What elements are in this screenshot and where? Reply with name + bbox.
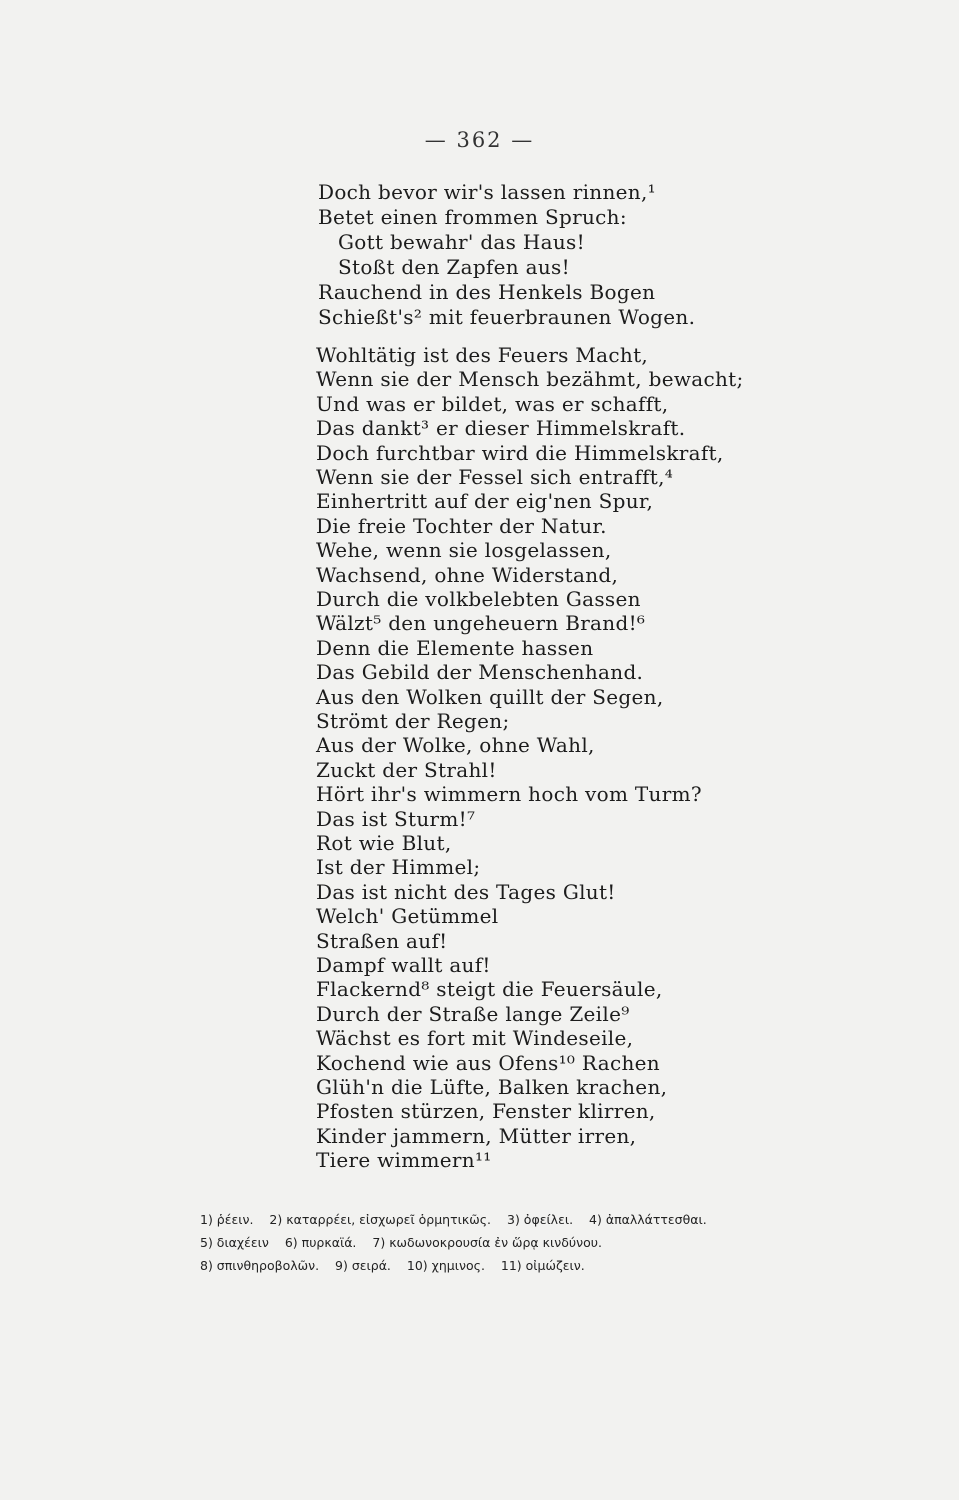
poem-line: Aus der Wolke, ohne Wahl,	[316, 733, 595, 758]
footnote-line	[200, 1254, 850, 1277]
footnote: 6) πυρκαϊά.	[284, 1235, 357, 1250]
poem-line: Welch' Getümmel	[316, 904, 499, 929]
footnote-line	[200, 1208, 850, 1231]
poem-line: Aus den Wolken quillt der Segen,	[316, 684, 664, 709]
poem-line: Rot wie Blut,	[316, 831, 452, 855]
poem-line: Wohltätig ist des Feuers Macht,	[316, 343, 649, 367]
poem-line: Stoßt den Zapfen aus!	[338, 255, 570, 279]
poem-line: Das ist nicht des Tages Glut!	[316, 879, 616, 904]
poem-line: Zuckt der Strahl!	[316, 757, 497, 782]
poem-line: Durch der Straße lange Zeile⁹	[316, 1001, 630, 1026]
poem-line: Strömt der Regen;	[316, 709, 510, 733]
poem-line: Wenn sie der Mensch bezähmt, bewacht;	[316, 367, 744, 392]
footnote: 4) ἀπαλλάττεσθαι.	[589, 1212, 707, 1227]
poem-line: Pfosten stürzen, Fenster klirren,	[316, 1099, 656, 1124]
poem-line: Straßen auf!	[316, 928, 448, 953]
poem-line: Tiere wimmern¹¹	[316, 1148, 492, 1173]
footnote: 10) χημινος.	[406, 1258, 485, 1273]
poem-line: Hört ihr's wimmern hoch vom Turm?	[316, 782, 702, 807]
poem-line: Einhertritt auf der eig'nen Spur,	[316, 489, 654, 514]
poem-line: Rauchend in des Henkels Bogen	[318, 280, 656, 304]
poem-line: Ist der Himmel;	[316, 855, 481, 880]
poem-line: Wenn sie der Fessel sich entrafft,⁴	[316, 465, 674, 489]
footnote: 5) διαχέειν	[200, 1235, 269, 1250]
poem-line: Wehe, wenn sie losgelassen,	[316, 538, 612, 563]
footnote-line	[200, 1231, 850, 1254]
poem-line: Denn die Elemente hassen	[316, 635, 594, 660]
footnote: 3) ὀφείλει.	[507, 1212, 574, 1227]
poem-line: Das Gebild der Menschenhand.	[316, 660, 644, 685]
page-number: — 362 —	[424, 128, 535, 152]
footnote: 1) ῥέειν.	[200, 1212, 254, 1227]
poem-line: Doch bevor wir's lassen rinnen,¹	[318, 180, 656, 204]
poem-line: Und was er bildet, was er schafft,	[316, 391, 669, 416]
poem-line: Das dankt³ er dieser Himmelskraft.	[316, 416, 686, 441]
poem-line: Schießt's² mit feuerbraunen Wogen.	[318, 305, 696, 329]
poem-line: Kinder jammern, Mütter irren,	[316, 1123, 637, 1148]
poem-line: Flackernd⁸ steigt die Feuersäule,	[316, 977, 663, 1002]
footnote: 9) σειρά.	[335, 1258, 391, 1273]
poem-line: Dampf wallt auf!	[316, 953, 491, 977]
poem-line: Wälzt⁵ den ungeheuern Brand!⁶	[316, 611, 646, 636]
footnote: 8) σπινθηροβολῶν.	[200, 1258, 320, 1273]
poem-line: Das ist Sturm!⁷	[316, 806, 476, 831]
poem-line: Durch die volkbelebten Gassen	[316, 587, 641, 611]
footnote: 11) οἰμώζειν.	[500, 1258, 585, 1273]
poem-line: Wachsend, ohne Widerstand,	[316, 562, 619, 587]
poem-line: Gott bewahr' das Haus!	[338, 230, 585, 254]
poem-line: Glüh'n die Lüfte, Balken krachen,	[316, 1075, 668, 1099]
footnote: 7) κωδωνοκρουσία ἐν ὥρᾳ κινδύνου.	[372, 1235, 602, 1250]
poem-line: Kochend wie aus Ofens¹⁰ Rachen	[316, 1050, 660, 1075]
footnotes	[200, 1208, 850, 1277]
poem-line: Betet einen frommen Spruch:	[318, 205, 627, 229]
poem-line: Die freie Tochter der Natur.	[316, 513, 607, 538]
poem-line: Wächst es fort mit Windeseile,	[316, 1026, 634, 1051]
footnote: 2) καταρρέει, εἰσχωρεῖ ὁρμητικῶς.	[269, 1212, 492, 1227]
poem-line: Doch furchtbar wird die Himmelskraft,	[316, 440, 724, 465]
